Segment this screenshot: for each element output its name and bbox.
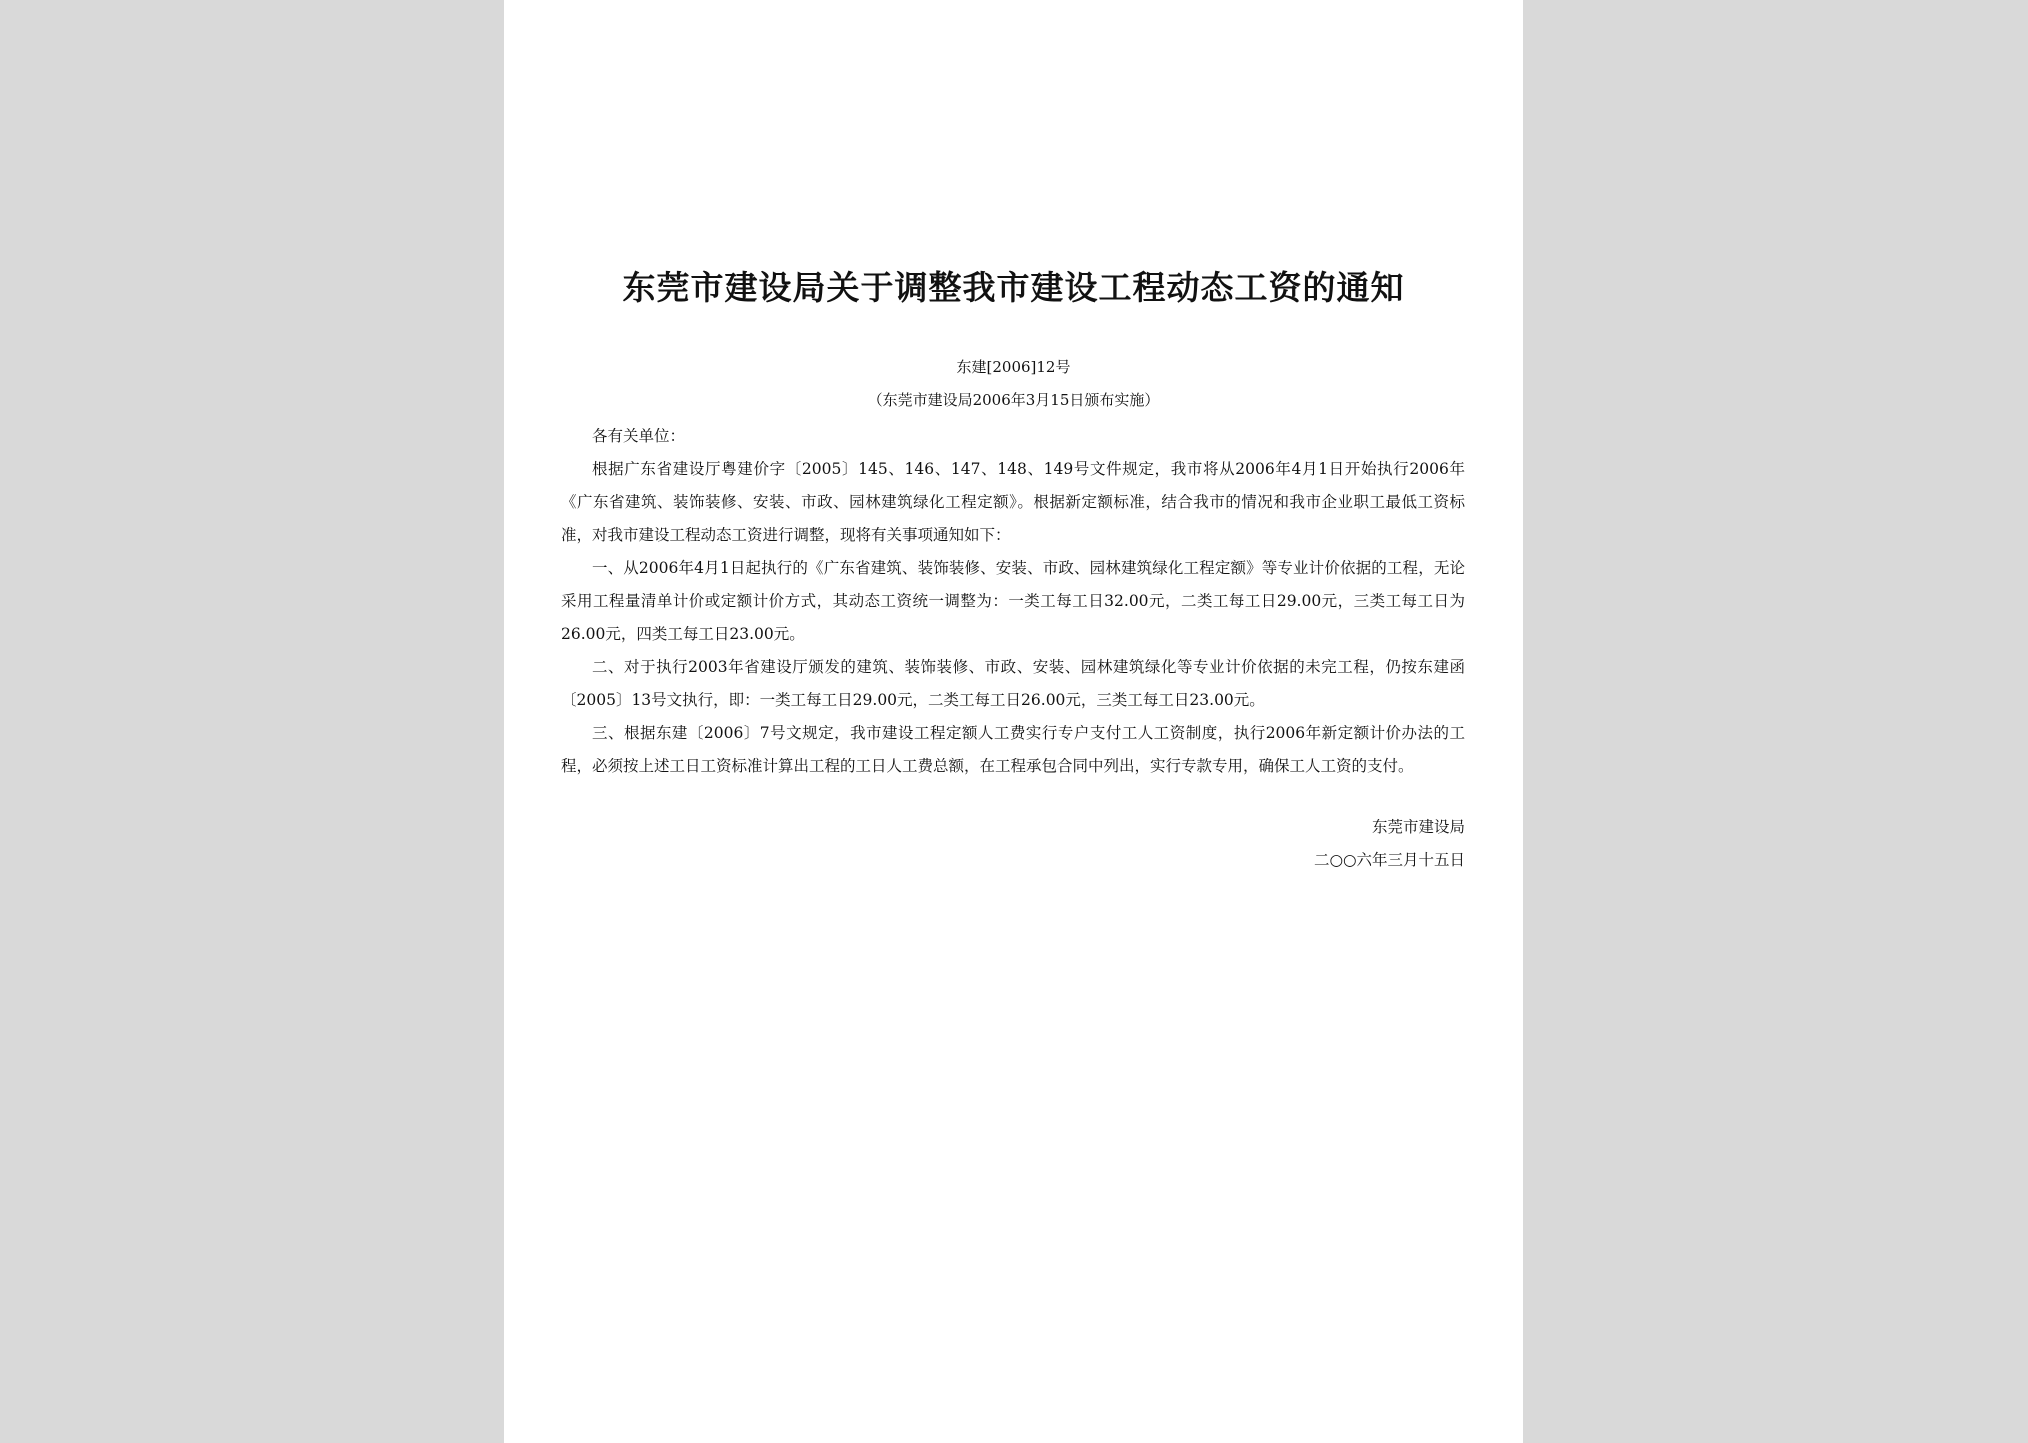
body-paragraph: 二、对于执行2003年省建设厅颁发的建筑、装饰装修、市政、安装、园林建筑绿化等专业计价依据的未完工程，仍按东建函〔2005〕13号文执行，即：一类工每工日29.00元，二类工每工日26.00元，三类工每工日23.00元。 [561, 658, 1465, 709]
document-page [504, 0, 1523, 1443]
signature-org: 东莞市建设局 [1371, 818, 1465, 836]
issued-note: （东莞市建设局2006年3月15日颁布实施） [867, 391, 1160, 409]
document-title: 东莞市建设局关于调整我市建设工程动态工资的通知 [622, 268, 1405, 307]
body-paragraph: 三、根据东建〔2006〕7号文规定，我市建设工程定额人工费实行专户支付工人工资制度，执行2006年新定额计价办法的工程，必须按上述工日工资标准计算出工程的工日人工费总额，在工程承包合同中列出，实行专款专用，确保工人工资的支付。 [561, 724, 1465, 775]
document-number: 东建[2006]12号 [956, 358, 1071, 376]
signature-date: 二○○六年三月十五日 [1313, 851, 1465, 869]
body-paragraph: 根据广东省建设厅粤建价字〔2005〕145、146、147、148、149号文件规定，我市将从2006年4月1日开始执行2006年《广东省建筑、装饰装修、安装、市政、园林建筑绿化工程定额》。根据新定额标准，结合我市的情况和我市企业职工最低工资标准，对我市建设工程动态工资进行调整，现将有关事项通知如下： [561, 460, 1465, 544]
salutation: 各有关单位： [592, 427, 686, 445]
body-paragraph: 一、从2006年4月1日起执行的《广东省建筑、装饰装修、安装、市政、园林建筑绿化工程定额》等专业计价依据的工程，无论采用工程量清单计价或定额计价方式，其动态工资统一调整为：一类工每工日32.00元，二类工每工日29.00元，三类工每工日为26.00元，四类工每工日23.00元。 [561, 559, 1465, 643]
document-body [561, 420, 1465, 783]
